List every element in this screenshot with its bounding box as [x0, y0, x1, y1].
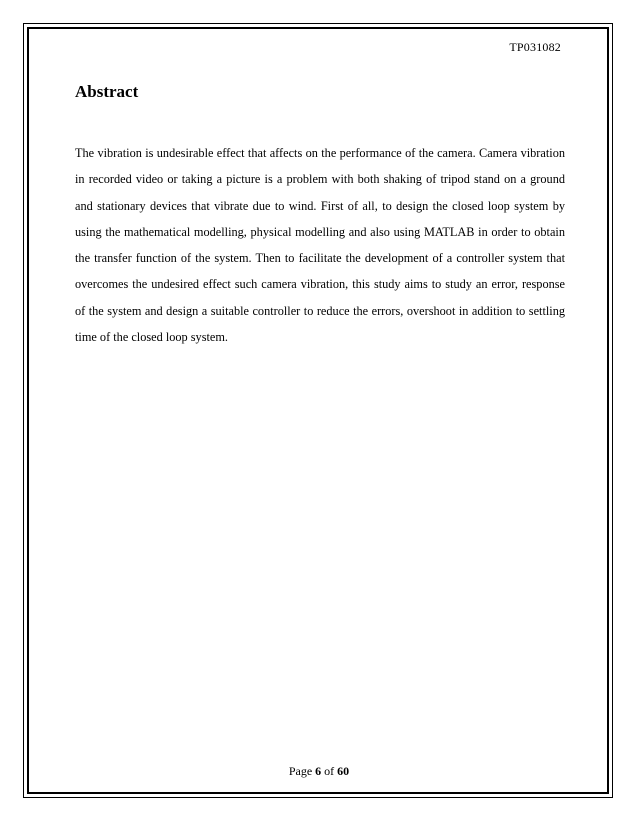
abstract-line: the transfer function of the system. Then to facilitate the development of a controller system that	[75, 251, 565, 266]
abstract-line: The vibration is undesirable effect that affects on the performance of the camera. Camera vibration	[75, 146, 565, 160]
abstract-paragraph	[75, 140, 565, 350]
page-footer	[0, 764, 638, 779]
page-of-label: of	[324, 764, 335, 778]
abstract-line: and stationary devices that vibrate due to wind. First of all, to design the closed loop system by	[75, 198, 565, 213]
page-current-number: 6	[315, 764, 322, 778]
page-total-number: 60	[337, 764, 350, 778]
document-id: TP031082	[509, 40, 561, 54]
abstract-line: of the system and design a suitable controller to reduce the errors, overshoot in addition to settling	[75, 303, 565, 318]
abstract-line: overcomes the undesired effect such camera vibration, this study aims to study an error, response	[75, 277, 565, 292]
section-title: Abstract	[75, 82, 139, 101]
page-label: Page	[288, 764, 313, 778]
abstract-line: time of the closed loop system.	[75, 330, 229, 345]
abstract-line: using the mathematical modelling, physical modelling and also using MATLAB in order to obtain	[75, 224, 565, 239]
abstract-line: in recorded video or taking a picture is a problem with both shaking of tripod stand on a ground	[75, 172, 565, 187]
